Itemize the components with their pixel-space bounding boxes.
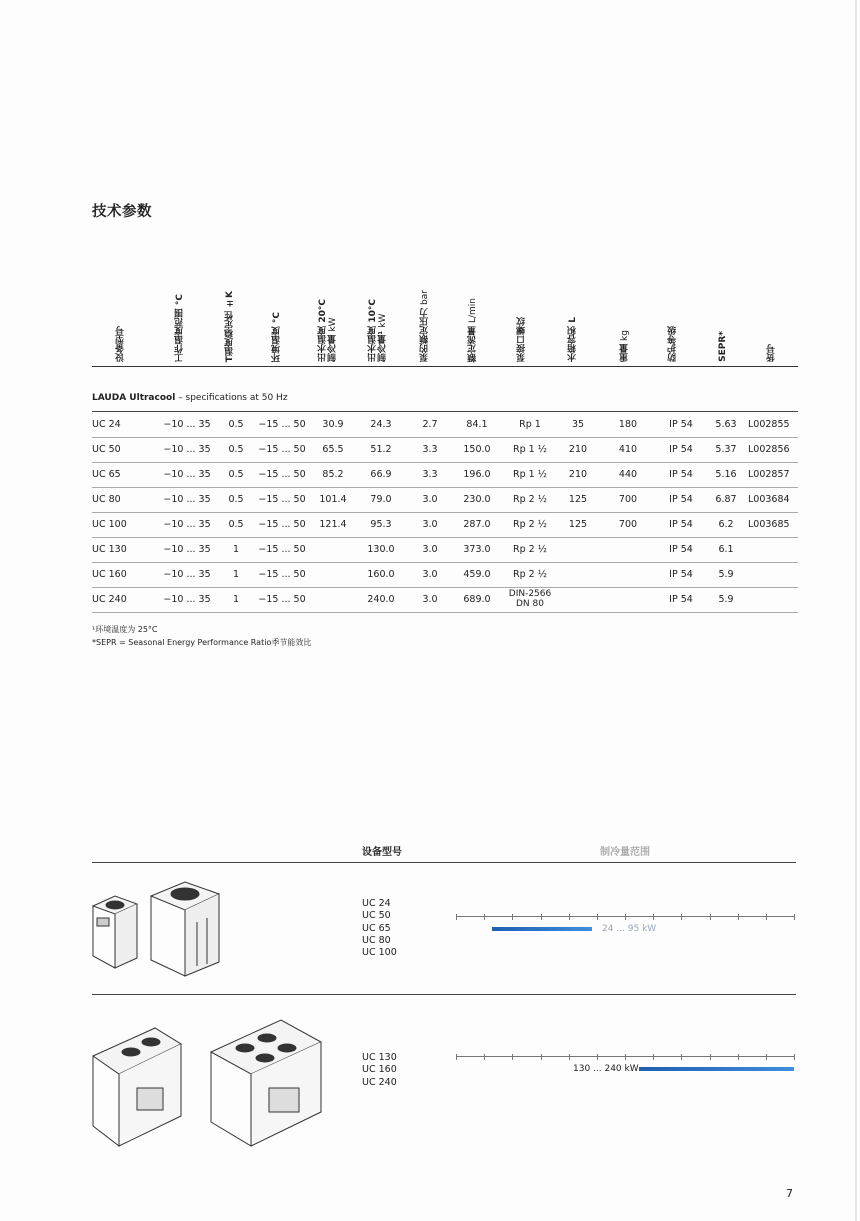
axis-tick: [794, 914, 795, 920]
table-cell: UC 80: [92, 494, 121, 505]
table-cell: UC 240: [92, 594, 127, 605]
table-cell: IP 54: [669, 444, 693, 455]
model-list-small: [362, 898, 397, 959]
table-cell: 84.1: [466, 419, 488, 430]
column-header: [668, 258, 688, 362]
table-cell: 6.87: [715, 494, 737, 505]
header-divider: [92, 366, 798, 367]
table-cell: UC 50: [92, 444, 121, 455]
column-header: [620, 258, 640, 362]
series-brand: LAUDA Ultracool: [92, 393, 176, 403]
model-name: UC 65: [362, 922, 391, 934]
axis-tick: [512, 914, 513, 920]
range-top-divider: [92, 862, 796, 863]
column-header-label: 防护等级: [668, 326, 678, 362]
column-header-label: 工作温度范围 °C: [175, 293, 185, 362]
table-cell: 160.0: [367, 569, 395, 580]
table-cell: 95.3: [370, 519, 392, 530]
column-header: [420, 258, 440, 362]
capacity-bar-large: [639, 1067, 794, 1071]
table-cell: 130.0: [367, 544, 395, 555]
axis-tick: [597, 914, 598, 920]
table-cell: 5.9: [718, 594, 734, 605]
axis-tick: [484, 914, 485, 920]
axis-tick: [541, 914, 542, 920]
axis-tick: [766, 1054, 767, 1060]
table-cell: 210: [568, 444, 588, 455]
column-header: [368, 258, 388, 362]
column-header: [225, 258, 245, 362]
table-row: [92, 563, 798, 588]
table-cell: 79.0: [370, 494, 392, 505]
table-cell: 3.0: [422, 519, 438, 530]
table-cell: Rp 1: [519, 419, 541, 430]
table-row: [92, 438, 798, 463]
axis-tick: [625, 914, 626, 920]
page-number: 7: [786, 1187, 793, 1200]
table-cell: UC 130: [92, 544, 127, 555]
axis-tick: [484, 1054, 485, 1060]
table-cell: −15 ... 50: [258, 444, 306, 455]
table-cell: 5.9: [718, 569, 734, 580]
table-cell: 3.0: [422, 594, 438, 605]
table-cell: 65.5: [322, 444, 344, 455]
table-cell: Rp 2 ½: [513, 519, 547, 530]
table-cell: −15 ... 50: [258, 544, 306, 555]
table-cell: −10 ... 35: [163, 494, 211, 505]
table-cell: IP 54: [669, 569, 693, 580]
column-header-unit: L/min: [468, 297, 478, 323]
series-divider: [92, 411, 798, 412]
table-cell: 125: [568, 519, 588, 530]
column-header-label: 额定流量: [468, 322, 478, 362]
series-note: – specifications at 50 Hz: [175, 393, 288, 403]
axis-tick: [569, 1054, 570, 1060]
model-name: UC 24: [362, 898, 391, 909]
column-header: [272, 258, 292, 362]
axis-tick: [541, 1054, 542, 1060]
table-cell: 700: [618, 494, 638, 505]
column-header-label: T温度稳定性 ±K: [225, 290, 235, 362]
footnote-ambient: ¹环境温度为 25°C: [92, 625, 158, 634]
footnote-sepr: *SEPR = Seasonal Energy Performance Ratio季节能效比: [92, 638, 312, 647]
table-cell: Rp 1 ½: [513, 444, 547, 455]
capacity-label-small: 24 ... 95 kW: [602, 924, 657, 934]
series-caption: [92, 393, 288, 403]
column-header-label: 设备型号: [116, 326, 126, 362]
column-header-label: 货号: [767, 344, 777, 362]
axis-tick: [710, 914, 711, 920]
table-cell: 35: [571, 419, 585, 430]
table-cell: 210: [568, 469, 588, 480]
table-cell: −10 ... 35: [163, 469, 211, 480]
table-row: [92, 463, 798, 488]
table-cell: 3.3: [422, 444, 438, 455]
table-cell: IP 54: [669, 544, 693, 555]
column-header: [517, 258, 537, 362]
table-cell: −15 ... 50: [258, 519, 306, 530]
column-header-unit: kW: [328, 317, 338, 332]
table-cell: IP 54: [669, 419, 693, 430]
table-cell: Rp 2 ½: [513, 544, 547, 555]
model-name: UC 130: [362, 1052, 397, 1063]
table-cell: 196.0: [463, 469, 491, 480]
table-cell: 150.0: [463, 444, 491, 455]
table-cell: UC 24: [92, 419, 121, 430]
model-name: UC 80: [362, 934, 391, 946]
table-cell: Rp 1 ½: [513, 469, 547, 480]
table-cell: 3.0: [422, 544, 438, 555]
table-cell: 689.0: [463, 594, 491, 605]
column-header: [318, 258, 338, 362]
table-cell: 1: [232, 569, 240, 580]
axis-tick: [766, 914, 767, 920]
axis-tick: [456, 914, 457, 920]
column-header-label: 泵接口螺纹: [517, 317, 527, 362]
range-model-header: 设备型号: [362, 847, 402, 858]
table-cell: 240.0: [367, 594, 395, 605]
column-header-label: 出水温度 20°C: [318, 299, 328, 362]
capacity-axis-small: [456, 914, 794, 920]
model-name: UC 50: [362, 910, 391, 922]
axis-tick: [456, 1054, 457, 1060]
table-cell: Rp 2 ½: [513, 494, 547, 505]
table-row: [92, 538, 798, 563]
table-cell: L002856: [748, 444, 790, 455]
table-cell: 1: [232, 544, 240, 555]
axis-tick: [569, 914, 570, 920]
table-cell: Rp 2 ½: [513, 569, 547, 580]
column-header-label: 泵的额定压力: [420, 304, 430, 362]
table-cell: 0.5: [228, 419, 244, 430]
table-cell: 440: [618, 469, 638, 480]
model-name: UC 160: [362, 1064, 397, 1076]
table-cell: L002855: [748, 419, 790, 430]
axis-tick: [512, 1054, 513, 1060]
axis-tick: [653, 914, 654, 920]
table-cell: 66.9: [370, 469, 392, 480]
table-cell: 101.4: [319, 494, 347, 505]
range-capacity-header: 制冷量范围: [600, 847, 650, 858]
table-cell: UC 160: [92, 569, 127, 580]
axis-tick: [597, 1054, 598, 1060]
model-name: UC 240: [362, 1076, 397, 1088]
column-header: [767, 258, 787, 362]
table-cell: 1: [232, 594, 240, 605]
column-header-unit: kW: [378, 313, 388, 328]
table-cell: 6.1: [718, 544, 734, 555]
column-header-label: SEPR*: [718, 331, 728, 362]
table-cell: 5.37: [715, 444, 737, 455]
axis-tick: [681, 1054, 682, 1060]
table-cell: L003684: [748, 494, 790, 505]
table-cell: −10 ... 35: [163, 419, 211, 430]
model-name: UC 100: [362, 947, 397, 959]
column-header: [175, 258, 195, 362]
table-cell: L003685: [748, 519, 790, 530]
table-cell: 24.3: [370, 419, 392, 430]
table-cell: −10 ... 35: [163, 544, 211, 555]
table-cell: −10 ... 35: [163, 519, 211, 530]
table-cell: 51.2: [370, 444, 392, 455]
column-header: [468, 258, 488, 362]
table-cell: 125: [568, 494, 588, 505]
table-cell: 3.0: [422, 494, 438, 505]
table-cell: 287.0: [463, 519, 491, 530]
axis-tick: [738, 914, 739, 920]
table-cell: 30.9: [322, 419, 344, 430]
table-cell: −10 ... 35: [163, 594, 211, 605]
table-cell: 5.16: [715, 469, 737, 480]
capacity-axis-large: [456, 1054, 794, 1060]
column-header-label: 出水温度 10°C: [368, 299, 378, 362]
table-row: [92, 413, 798, 438]
table-cell: −15 ... 50: [258, 469, 306, 480]
table-cell: 180: [618, 419, 638, 430]
column-header: [718, 258, 738, 362]
capacity-bar-small: [492, 927, 592, 931]
table-row: [92, 588, 798, 613]
column-header-unit: bar: [420, 289, 430, 305]
table-cell: UC 100: [92, 519, 127, 530]
table-cell: 3.0: [422, 569, 438, 580]
table-cell: 0.5: [228, 494, 244, 505]
table-cell: 410: [618, 444, 638, 455]
table-cell: 121.4: [319, 519, 347, 530]
table-cell: 6.2: [718, 519, 734, 530]
table-cell: −15 ... 50: [258, 494, 306, 505]
range-middle-divider: [92, 994, 796, 995]
axis-tick: [794, 1054, 795, 1060]
table-cell: 0.5: [228, 444, 244, 455]
table-row: [92, 488, 798, 513]
table-cell: 0.5: [228, 469, 244, 480]
table-cell: IP 54: [669, 519, 693, 530]
table-cell: −15 ... 50: [258, 594, 306, 605]
table-cell: 2.7: [422, 419, 438, 430]
axis-tick: [738, 1054, 739, 1060]
table-cell: 85.2: [322, 469, 344, 480]
axis-tick: [710, 1054, 711, 1060]
small-chiller-illustration: [85, 878, 235, 978]
table-cell: 0.5: [228, 519, 244, 530]
column-header-sublabel: 制冷量: [328, 331, 338, 362]
table-row: [92, 513, 798, 538]
table-cell: 700: [618, 519, 638, 530]
axis-tick: [681, 914, 682, 920]
axis-tick: [625, 1054, 626, 1060]
table-cell: −15 ... 50: [258, 419, 306, 430]
table-cell: −10 ... 35: [163, 444, 211, 455]
table-cell: 459.0: [463, 569, 491, 580]
table-cell: IP 54: [669, 469, 693, 480]
column-header-label: 重量: [620, 340, 630, 362]
model-list-large: [362, 1052, 397, 1089]
table-cell: L002857: [748, 469, 790, 480]
column-header-label: 水箱容积 L: [568, 317, 578, 362]
column-header-unit: kg: [620, 329, 630, 341]
page-edge: [855, 0, 857, 1221]
axis-tick: [653, 1054, 654, 1060]
table-cell: 3.3: [422, 469, 438, 480]
table-cell: −15 ... 50: [258, 569, 306, 580]
table-cell: DIN-2566 DN 80: [508, 589, 552, 609]
table-cell: 373.0: [463, 544, 491, 555]
capacity-label-large: 130 ... 240 kW: [573, 1064, 639, 1074]
table-cell: −10 ... 35: [163, 569, 211, 580]
large-chiller-illustration: [85, 1008, 335, 1150]
table-cell: 230.0: [463, 494, 491, 505]
column-header: [116, 258, 136, 362]
column-header-label: 环境温度 °C: [272, 311, 282, 362]
table-cell: 5.63: [715, 419, 737, 430]
page-title: 技术参数: [92, 204, 152, 220]
table-cell: IP 54: [669, 594, 693, 605]
column-header: [568, 258, 588, 362]
column-header-sublabel: 制冷量¹: [378, 327, 388, 362]
table-cell: UC 65: [92, 469, 121, 480]
table-cell: IP 54: [669, 494, 693, 505]
